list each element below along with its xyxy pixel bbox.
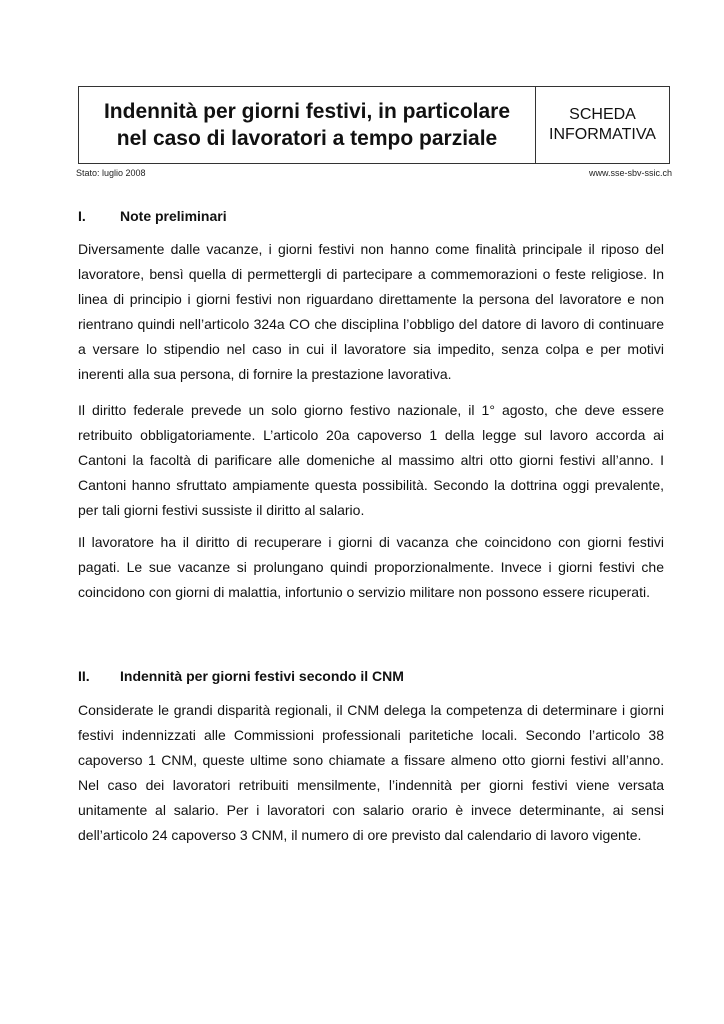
tag-line-1: SCHEDA (569, 106, 636, 123)
section-heading-2 (78, 668, 404, 684)
website-url: www.sse-sbv-ssic.ch (588, 168, 672, 178)
paragraph: Il lavoratore ha il diritto di recuperare i giorni di vacanza che coincidono con giorni festivi pagati. Le sue vacanze si prolungano quindi proporzionalmente. Invece i giorni festivi che coincidono con giorni di malattia, infortunio o servizio militare non possono essere ricuperati. (78, 534, 664, 600)
title-line-1: Indennità per giorni festivi, in particolare (103, 100, 511, 123)
meta-row (76, 168, 672, 178)
document-type-label (536, 87, 669, 163)
document-header (78, 86, 670, 164)
section-title: Indennità per giorni festivi secondo il CNM (120, 668, 404, 684)
paragraph: Il diritto federale prevede un solo giorno festivo nazionale, il 1° agosto, che deve essere retribuito obbligatoriamente. L’articolo 20a capoverso 1 della legge sul lavoro accorda ai Cantoni la facoltà di parificare alle domeniche al massimo altri otto giorni festivi all’anno. I Cantoni hanno sfruttato ampiamente questa possibilità. Secondo la dottrina oggi prevalente, per tali giorni festivi sussiste il diritto al salario. (78, 402, 664, 518)
document-title (79, 87, 536, 163)
section-title: Note preliminari (120, 208, 227, 224)
section-heading-1 (78, 208, 227, 224)
status-date: Stato: luglio 2008 (76, 168, 146, 178)
section-number: I. (78, 208, 86, 224)
section-number: II. (78, 668, 90, 684)
paragraph: Diversamente dalle vacanze, i giorni festivi non hanno come finalità principale il riposo del lavoratore, bensì quella di permettergli di partecipare a commemorazioni o feste religiose. In linea di principio i giorni festivi non riguardano direttamente la persona del lavoratore e non rientrano quindi nell’articolo 324a CO che disciplina l’obbligo del datore di lavoro di continuare a versare lo stipendio nel caso in cui il lavoratore sia impedito, senza colpa e per motivi inerenti alla sua persona, di fornire la prestazione lavorativa. (78, 241, 664, 382)
title-line-2: nel caso di lavoratori a tempo parziale (116, 127, 498, 150)
tag-line-2: INFORMATIVA (549, 126, 656, 143)
paragraph: Considerate le grandi disparità regionali, il CNM delega la competenza di determinare i giorni festivi indennizzati alle Commissioni professionali paritetiche locali. Secondo l’articolo 38 capoverso 1 CNM, queste ultime sono chiamate a fissare almeno otto giorni festivi all’anno. Nel caso dei lavoratori retribuiti mensilmente, l’indennità per giorni festivi viene versata unitamente al salario. Per i lavoratori con salario orario è invece determinante, ai sensi dell’articolo 24 capoverso 3 CNM, il numero di ore previsto dal calendario di lavoro vigente. (78, 702, 664, 843)
